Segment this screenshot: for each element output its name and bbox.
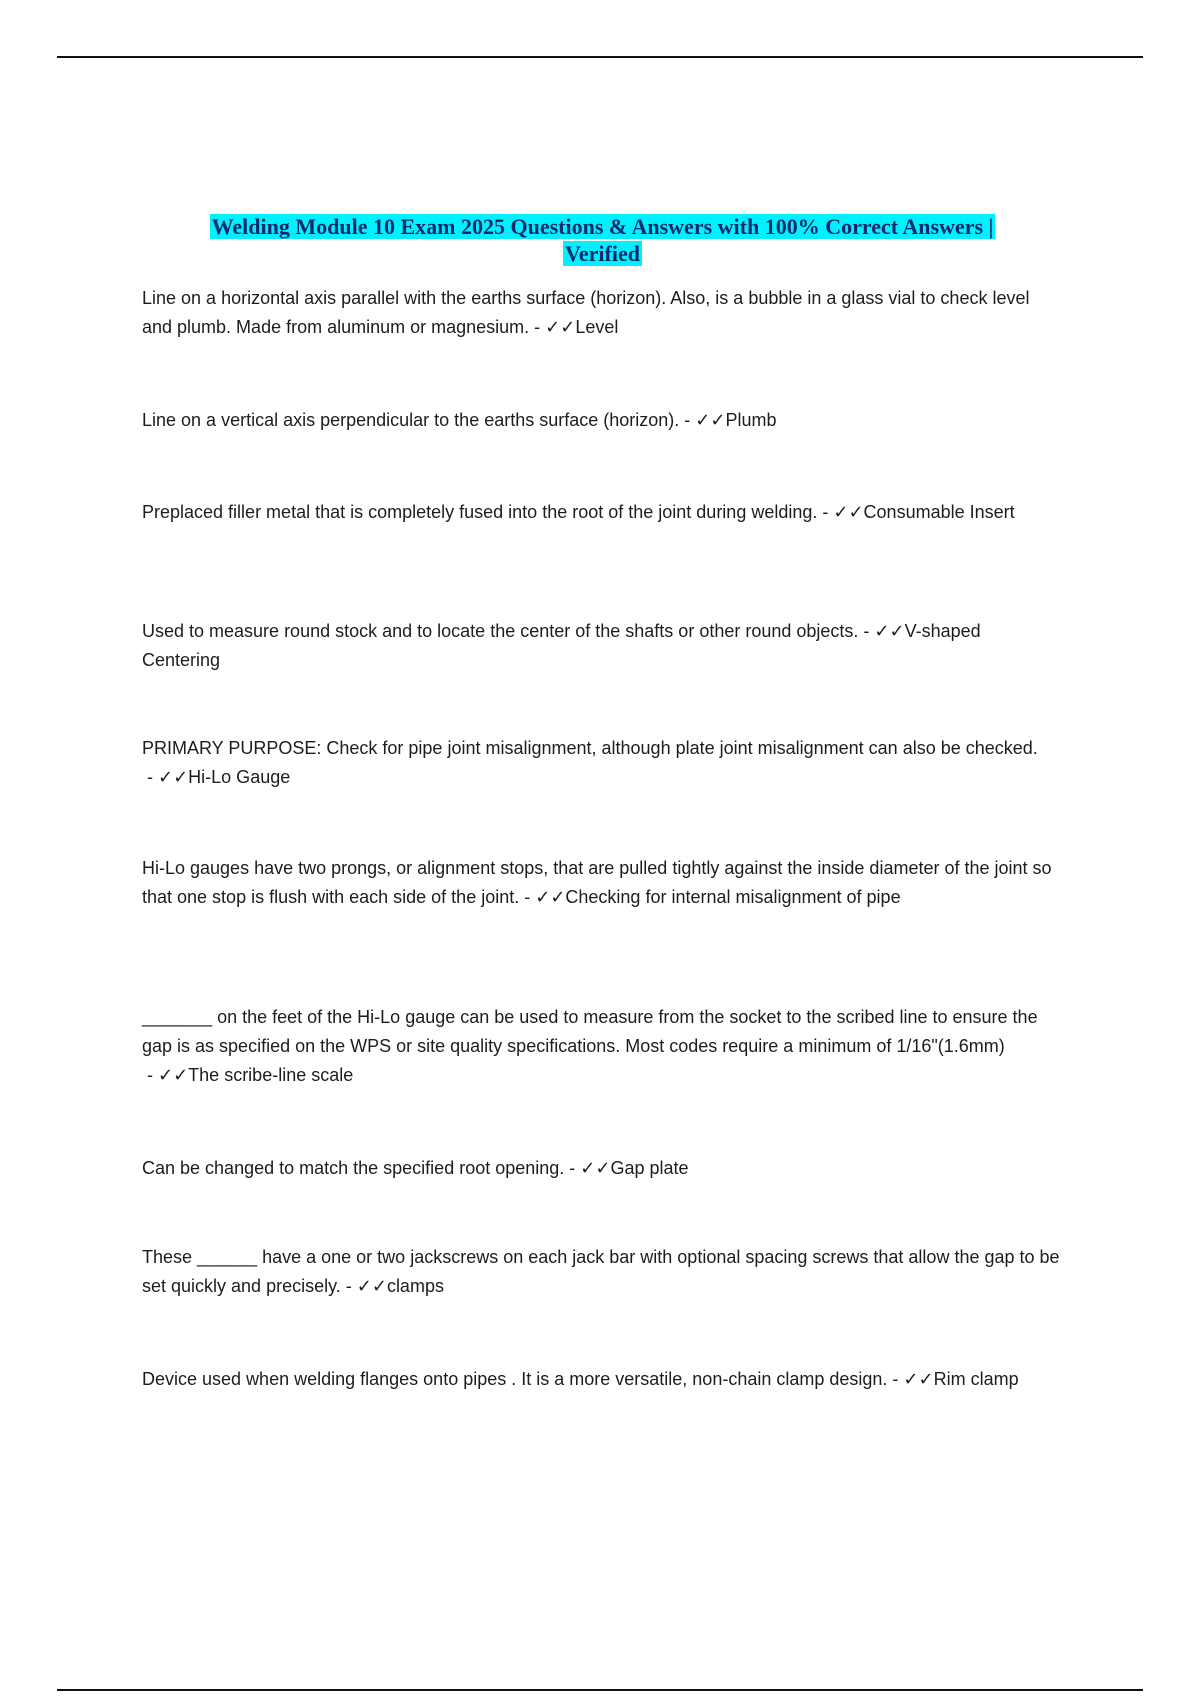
qa-item xyxy=(142,1154,1062,1183)
separator: - xyxy=(519,887,536,907)
separator: - xyxy=(858,621,875,641)
bottom-rule xyxy=(57,1689,1143,1691)
checkmark-icon: ✓✓ xyxy=(580,1158,611,1178)
question-text: _______ on the feet of the Hi-Lo gauge can be used to measure from the socket to the scribed line to ensure the gap is as specified on the WPS or site quality specifications. Most codes require a minimum of 1/16"(1.6mm) xyxy=(142,1007,1038,1056)
question-text: Used to measure round stock and to locate the center of the shafts or other round objects. xyxy=(142,621,859,641)
qa-item xyxy=(142,617,1062,675)
qa-item xyxy=(142,734,1062,792)
question-text: Line on a horizontal axis parallel with the earths surface (horizon). Also, is a bubble in a glass vial to check level and plumb. Made from aluminum or magnesium. xyxy=(142,288,1030,337)
checkmark-icon: ✓✓ xyxy=(158,767,189,787)
question-text: Hi-Lo gauges have two prongs, or alignment stops, that are pulled tightly against the inside diameter of the joint so that one stop is flush with each side of the joint. xyxy=(142,858,1052,907)
qa-item xyxy=(142,284,1062,342)
answer-text: V-shaped Centering xyxy=(142,621,981,670)
question-text: Preplaced filler metal that is completely fused into the root of the joint during welding. xyxy=(142,502,818,522)
checkmark-icon: ✓✓ xyxy=(903,1369,934,1389)
title-line-1: Welding Module 10 Exam 2025 Questions & Answers with 100% Correct Answers | xyxy=(211,214,994,239)
checkmark-icon: ✓✓ xyxy=(695,410,726,430)
checkmark-icon: ✓✓ xyxy=(874,621,905,641)
qa-item xyxy=(142,498,1062,527)
question-text: PRIMARY PURPOSE: Check for pipe joint misalignment, although plate joint misalignment can also be checked. xyxy=(142,738,1038,758)
qa-item xyxy=(142,1365,1062,1394)
separator: - xyxy=(340,1276,357,1296)
separator: - xyxy=(817,502,834,522)
answer-text: Plumb xyxy=(725,410,777,430)
answer-text: Consumable Insert xyxy=(863,502,1015,522)
separator: - xyxy=(679,410,696,430)
question-text: Can be changed to match the specified root opening. xyxy=(142,1158,565,1178)
checkmark-icon: ✓✓ xyxy=(545,317,576,337)
answer-text: Hi-Lo Gauge xyxy=(188,767,291,787)
separator: - xyxy=(887,1369,904,1389)
answer-text: clamps xyxy=(386,1276,444,1296)
qa-item xyxy=(142,854,1062,912)
answer-text: Level xyxy=(575,317,619,337)
checkmark-icon: ✓✓ xyxy=(356,1276,387,1296)
question-text: These ______ have a one or two jackscrews on each jack bar with optional spacing screws that allow the gap to be set quickly and precisely. xyxy=(142,1247,1060,1296)
checkmark-icon: ✓✓ xyxy=(833,502,864,522)
qa-item xyxy=(142,1243,1062,1301)
answer-text: Rim clamp xyxy=(933,1369,1019,1389)
document-title xyxy=(140,213,1065,267)
separator: - xyxy=(142,767,158,787)
separator: - xyxy=(142,1065,158,1085)
top-rule xyxy=(57,56,1143,58)
question-text: Line on a vertical axis perpendicular to the earths surface (horizon). xyxy=(142,410,680,430)
answer-text: Gap plate xyxy=(610,1158,689,1178)
separator: - xyxy=(564,1158,581,1178)
answer-text: Checking for internal misalignment of pipe xyxy=(565,887,901,907)
question-text: Device used when welding flanges onto pipes . It is a more versatile, non-chain clamp design. xyxy=(142,1369,888,1389)
qa-item xyxy=(142,1003,1062,1090)
checkmark-icon: ✓✓ xyxy=(535,887,566,907)
title-line-2: Verified xyxy=(565,241,640,266)
separator: - xyxy=(529,317,546,337)
checkmark-icon: ✓✓ xyxy=(158,1065,189,1085)
qa-item xyxy=(142,406,1062,435)
answer-text: The scribe-line scale xyxy=(188,1065,354,1085)
